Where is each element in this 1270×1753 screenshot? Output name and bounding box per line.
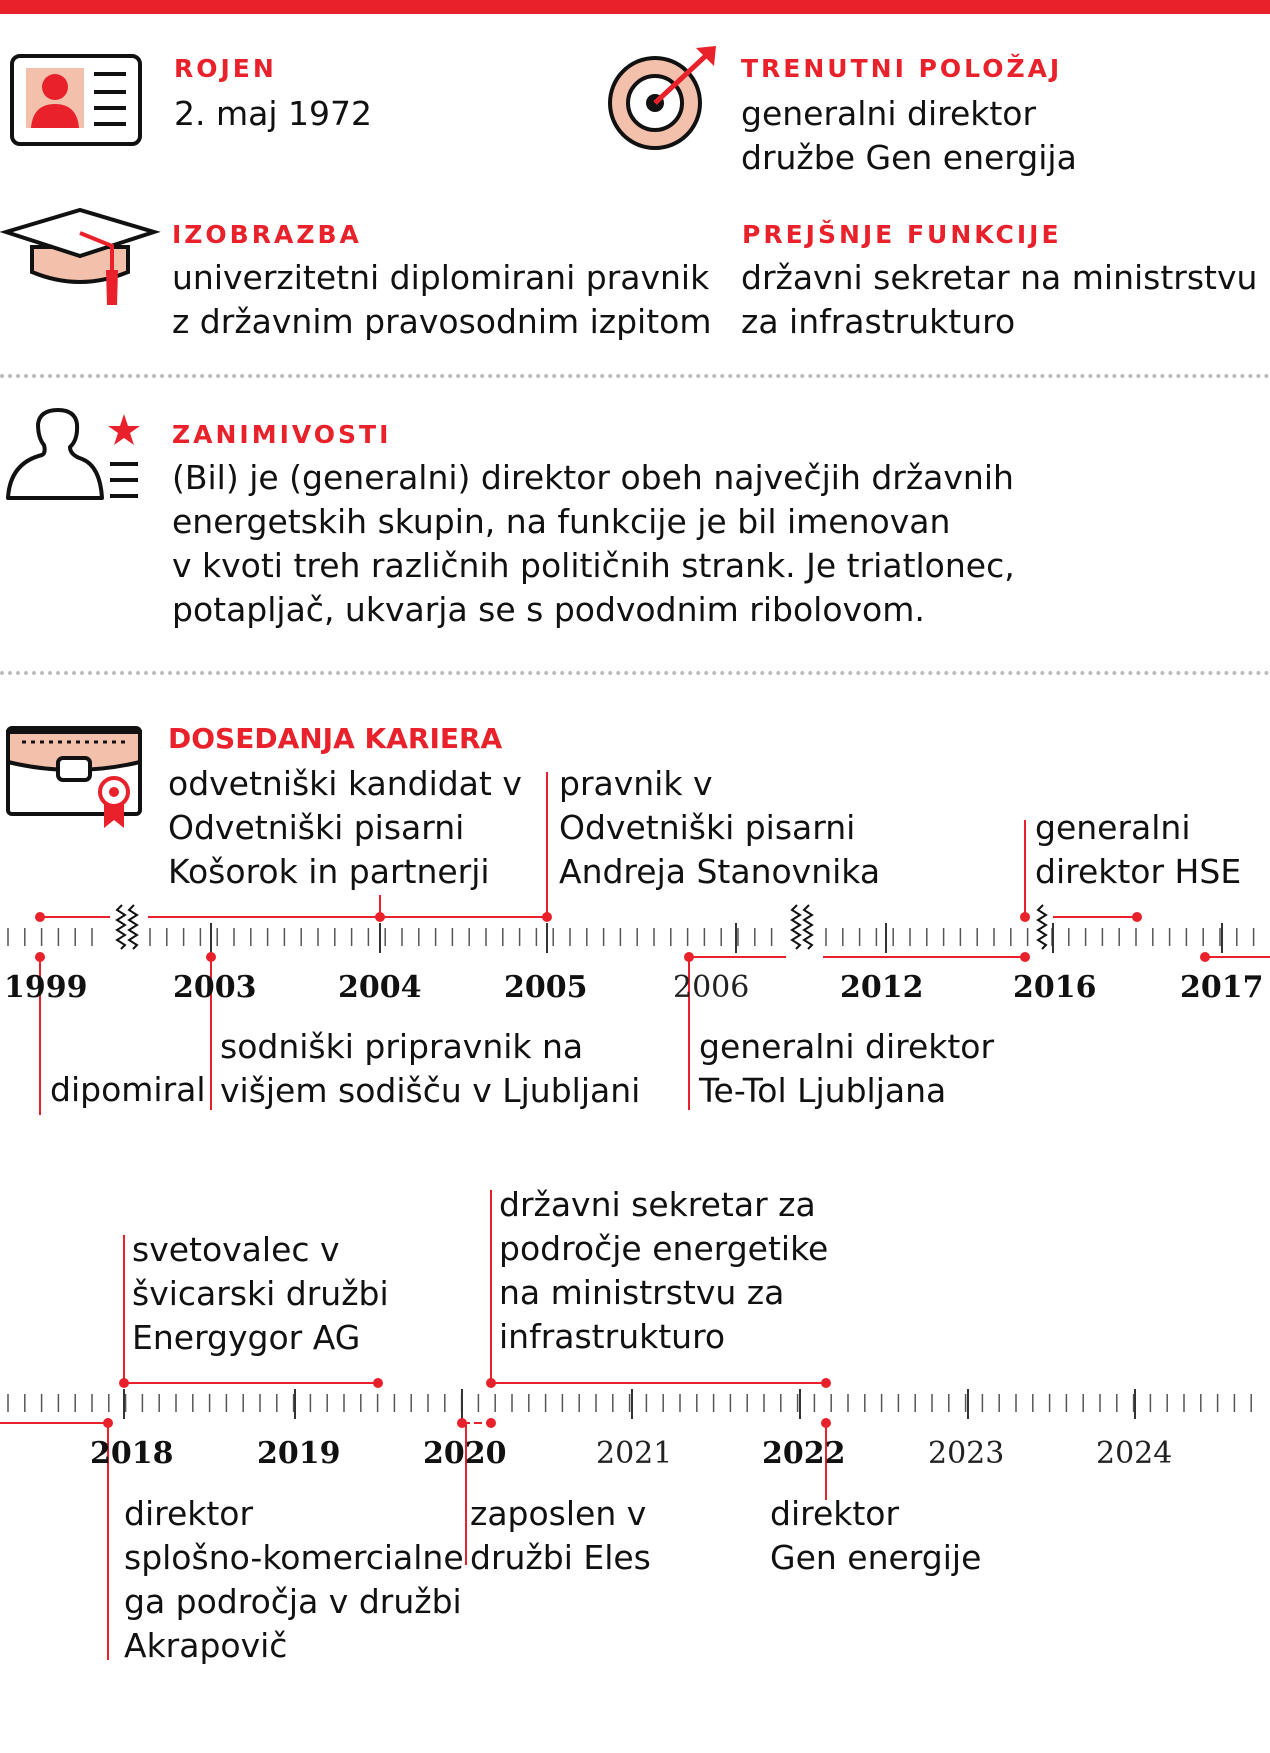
timeline-2-ticks <box>8 1389 1251 1419</box>
year-label: 2006 <box>673 970 750 1005</box>
year-label: 2012 <box>840 970 924 1005</box>
year-label: 1999 <box>4 970 88 1005</box>
event-line: infrastrukturo <box>499 1317 726 1356</box>
education-heading: IZOBRAZBA <box>172 220 362 249</box>
year-label: 2018 <box>90 1436 174 1471</box>
position-line: generalni direktor <box>741 94 1037 133</box>
event-line: sodniški pripravnik na <box>220 1027 584 1066</box>
event-line: direktor <box>124 1494 254 1533</box>
previous-line: za infrastrukturo <box>741 302 1016 341</box>
event-line: Andreja Stanovnika <box>559 852 881 891</box>
year-label: 2021 <box>596 1436 673 1471</box>
trivia-line: v kvoti treh različnih političnih strank. Je triatlonec, <box>172 546 1015 585</box>
previous-line: državni sekretar na ministrstvu <box>741 258 1258 297</box>
career-event <box>470 1492 651 1580</box>
education-line: z državnim pravosodnim izpitom <box>172 302 712 341</box>
year-label: 2020 <box>423 1436 507 1471</box>
trivia-line: potapljač, ukvarja se s podvodnim ribolovom. <box>172 590 925 629</box>
year-label: 2019 <box>257 1436 341 1471</box>
event-line: Košorok in partnerji <box>168 852 490 891</box>
year-label: 2004 <box>338 970 422 1005</box>
event-line: Te-Tol Ljubljana <box>699 1071 947 1110</box>
education-line: univerzitetni diplomirani pravnik <box>172 258 710 297</box>
year-label: 2023 <box>928 1436 1005 1471</box>
career-event <box>499 1183 828 1359</box>
event-line: pravnik v <box>559 764 713 803</box>
year-label: 2022 <box>762 1436 846 1471</box>
event-line: državni sekretar za <box>499 1185 816 1224</box>
event-line: splošno-komercialne <box>124 1538 464 1577</box>
event-line: na ministrstvu za <box>499 1273 785 1312</box>
event-line: dipomiral <box>50 1070 206 1109</box>
year-label: 2005 <box>504 970 588 1005</box>
event-line: Energygor AG <box>132 1318 361 1357</box>
event-line: Odvetniški pisarni <box>559 808 856 847</box>
event-line: ga področja v družbi <box>124 1582 462 1621</box>
trivia-heading: ZANIMIVOSTI <box>172 420 392 449</box>
event-line: Odvetniški pisarni <box>168 808 465 847</box>
year-label: 2003 <box>173 970 257 1005</box>
event-line: Akrapovič <box>124 1626 288 1665</box>
timeline-2-dots <box>103 1378 831 1428</box>
event-line: odvetniški kandidat v <box>168 764 522 803</box>
born-value: 2. maj 1972 <box>174 94 372 133</box>
event-line: direktor <box>770 1494 900 1533</box>
career-event <box>770 1492 981 1580</box>
event-line: generalni <box>1035 808 1191 847</box>
event-line: zaposlen v <box>470 1494 647 1533</box>
event-line: Gen energije <box>770 1538 982 1577</box>
trivia-line: (Bil) je (generalni) direktor obeh največjih državnih <box>172 458 1014 497</box>
event-line: svetovalec v <box>132 1230 340 1269</box>
year-label: 2017 <box>1180 970 1264 1005</box>
event-line: področje energetike <box>499 1229 829 1268</box>
event-line: švicarski družbi <box>132 1274 389 1313</box>
event-line: generalni direktor <box>699 1027 995 1066</box>
career-event <box>124 1492 464 1668</box>
event-line: direktor HSE <box>1035 852 1242 891</box>
year-label: 2016 <box>1013 970 1097 1005</box>
career-heading: DOSEDANJA KARIERA <box>168 722 503 755</box>
born-heading: ROJEN <box>174 54 277 83</box>
trivia-line: energetskih skupin, na funkcije je bil imenovan <box>172 502 951 541</box>
position-heading: TRENUTNI POLOŽAJ <box>741 54 1063 83</box>
career-event <box>132 1228 389 1360</box>
previous-heading: PREJŠNJE FUNKCIJE <box>742 220 1062 249</box>
position-line: družbe Gen energija <box>741 138 1077 177</box>
event-line: družbi Eles <box>470 1538 651 1577</box>
event-line: višjem sodišču v Ljubljani <box>220 1071 641 1110</box>
year-label: 2024 <box>1096 1436 1173 1471</box>
